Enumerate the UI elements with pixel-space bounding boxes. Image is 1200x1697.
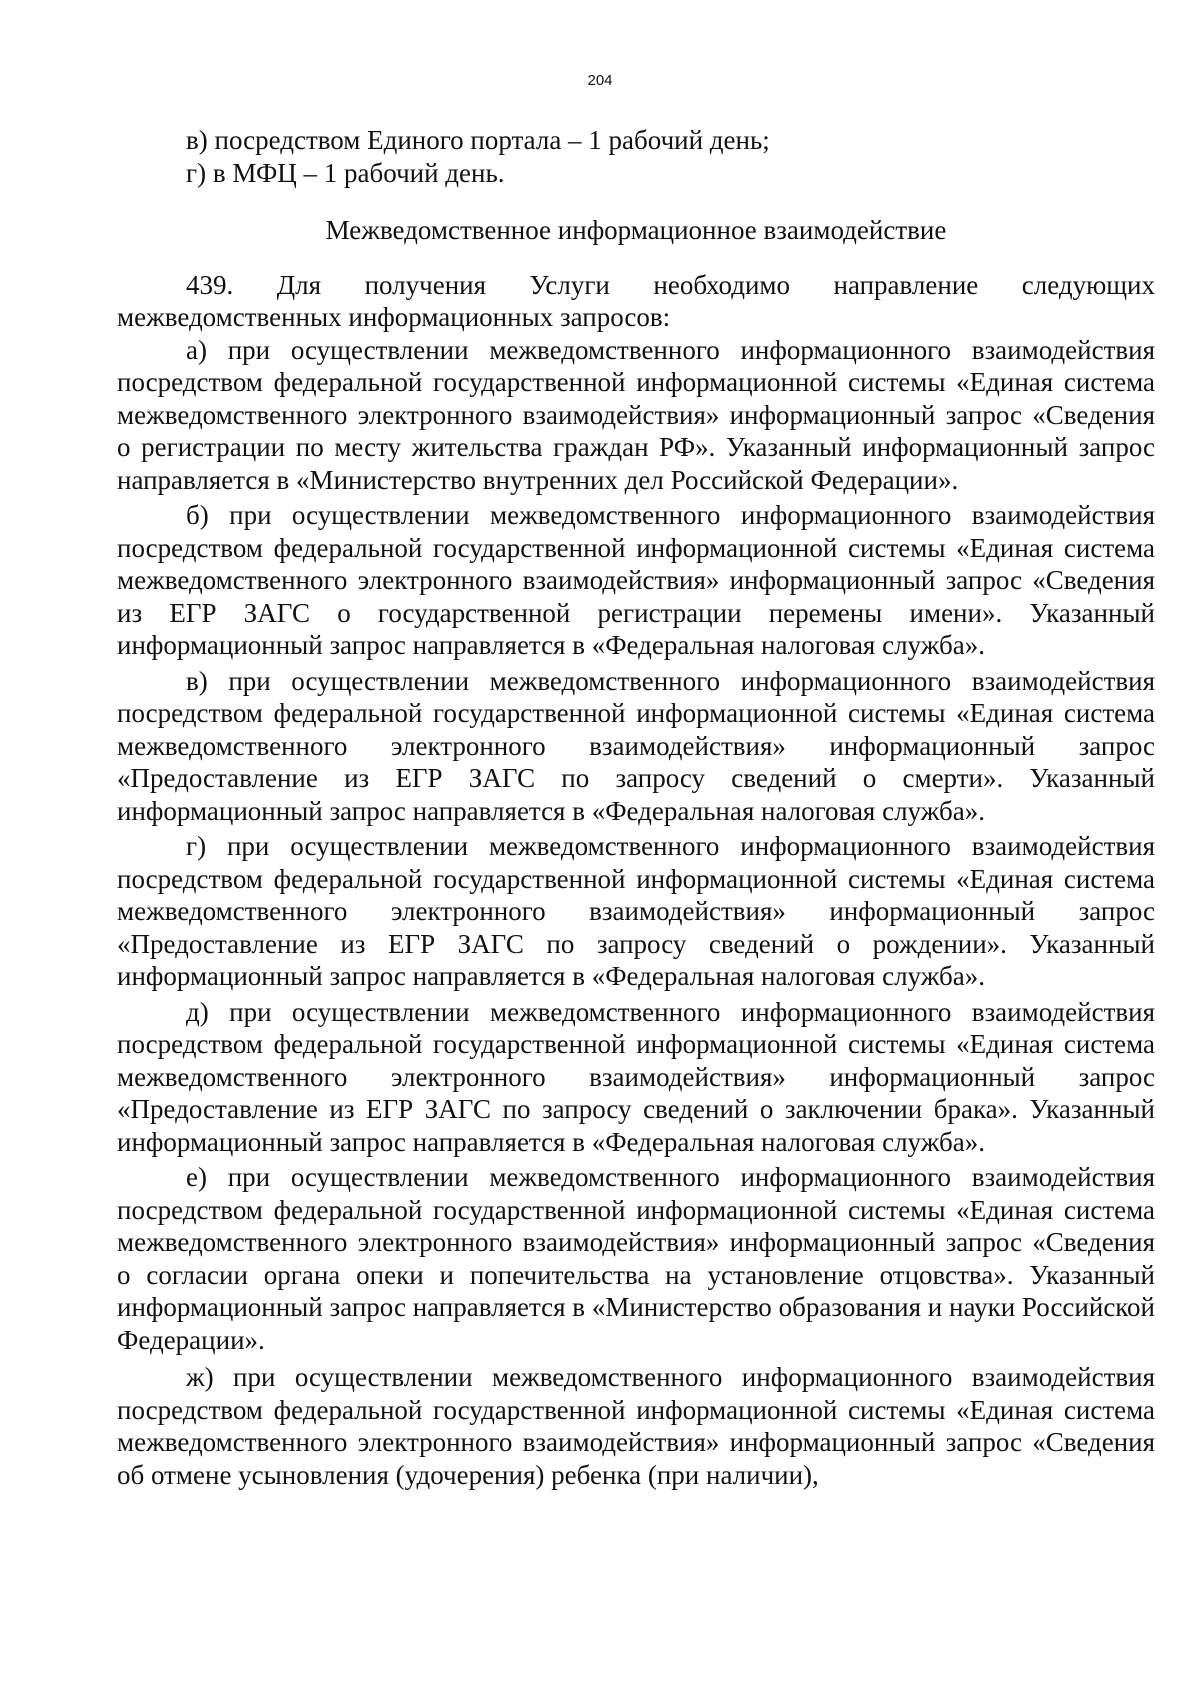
paragraph-item-g: г) при осуществлении межведомственного информационного взаимодействия посредством федеральной государственной информационной системы «Единая система межведомственного электронного взаимодействия» информационный запрос «Предоставление из ЕГР ЗАГС по запросу сведений о рождении». Указанный информационный запрос направляется в «Федеральная налоговая служба». xyxy=(117,831,1155,991)
paragraph-439: 439. Для получения Услуги необходимо направление следующих межведомственных информационных запросов: xyxy=(117,269,1155,332)
paragraph-item-b: б) при осуществлении межведомственного информационного взаимодействия посредством федеральной государственной информационной системы «Единая система межведомственного электронного взаимодействия» информационный запрос «Сведения из ЕГР ЗАГС о государственной регистрации перемены имени». Указанный информационный запрос направляется в «Федеральная налоговая служба». xyxy=(117,500,1155,660)
paragraph-item-v: в) при осуществлении межведомственного информационного взаимодействия посредством федеральной государственной информационной системы «Единая система межведомственного электронного взаимодействия» информационный запрос «Предоставление из ЕГР ЗАГС по запросу сведений о смерти». Указанный информационный запрос направляется в «Федеральная налоговая служба». xyxy=(117,665,1155,826)
document-body xyxy=(117,124,1155,1491)
paragraph-item-d: д) при осуществлении межведомственного информационного взаимодействия посредством федеральной государственной информационной системы «Единая система межведомственного электронного взаимодействия» информационный запрос «Предоставление из ЕГР ЗАГС по запросу сведений о заключении брака». Указанный информационный запрос направляется в «Федеральная налоговая служба». xyxy=(117,996,1155,1157)
page-number: 204 xyxy=(587,72,613,89)
list-item-mfc: г) в МФЦ – 1 рабочий день. xyxy=(186,157,505,188)
paragraph-item-e: е) при осуществлении межведомственного информационного взаимодействия посредством федеральной государственной информационной системы «Единая система межведомственного электронного взаимодействия» информационный запрос «Сведения о согласии органа опеки и попечительства на установление отцовства». Указанный информационный запрос направляется в «Министерство образования и науки Российской Федерации». xyxy=(117,1162,1155,1355)
section-heading: Межведомственное информационное взаимодействие xyxy=(325,215,947,245)
paragraph-item-zh: ж) при осуществлении межведомственного информационного взаимодействия посредством федеральной государственной информационной системы «Единая система межведомственного электронного взаимодействия» информационный запрос «Сведения об отмене усыновления (удочерения) ребенка (при наличии), xyxy=(117,1362,1155,1490)
paragraph-item-a: а) при осуществлении межведомственного информационного взаимодействия посредством федеральной государственной информационной системы «Единая система межведомственного электронного взаимодействия» информационный запрос «Сведения о регистрации по месту жительства граждан РФ». Указанный информационный запрос направляется в «Министерство внутренних дел Российской Федерации». xyxy=(117,334,1155,495)
list-item-portal: в) посредством Единого портала – 1 рабочий день; xyxy=(186,125,770,155)
